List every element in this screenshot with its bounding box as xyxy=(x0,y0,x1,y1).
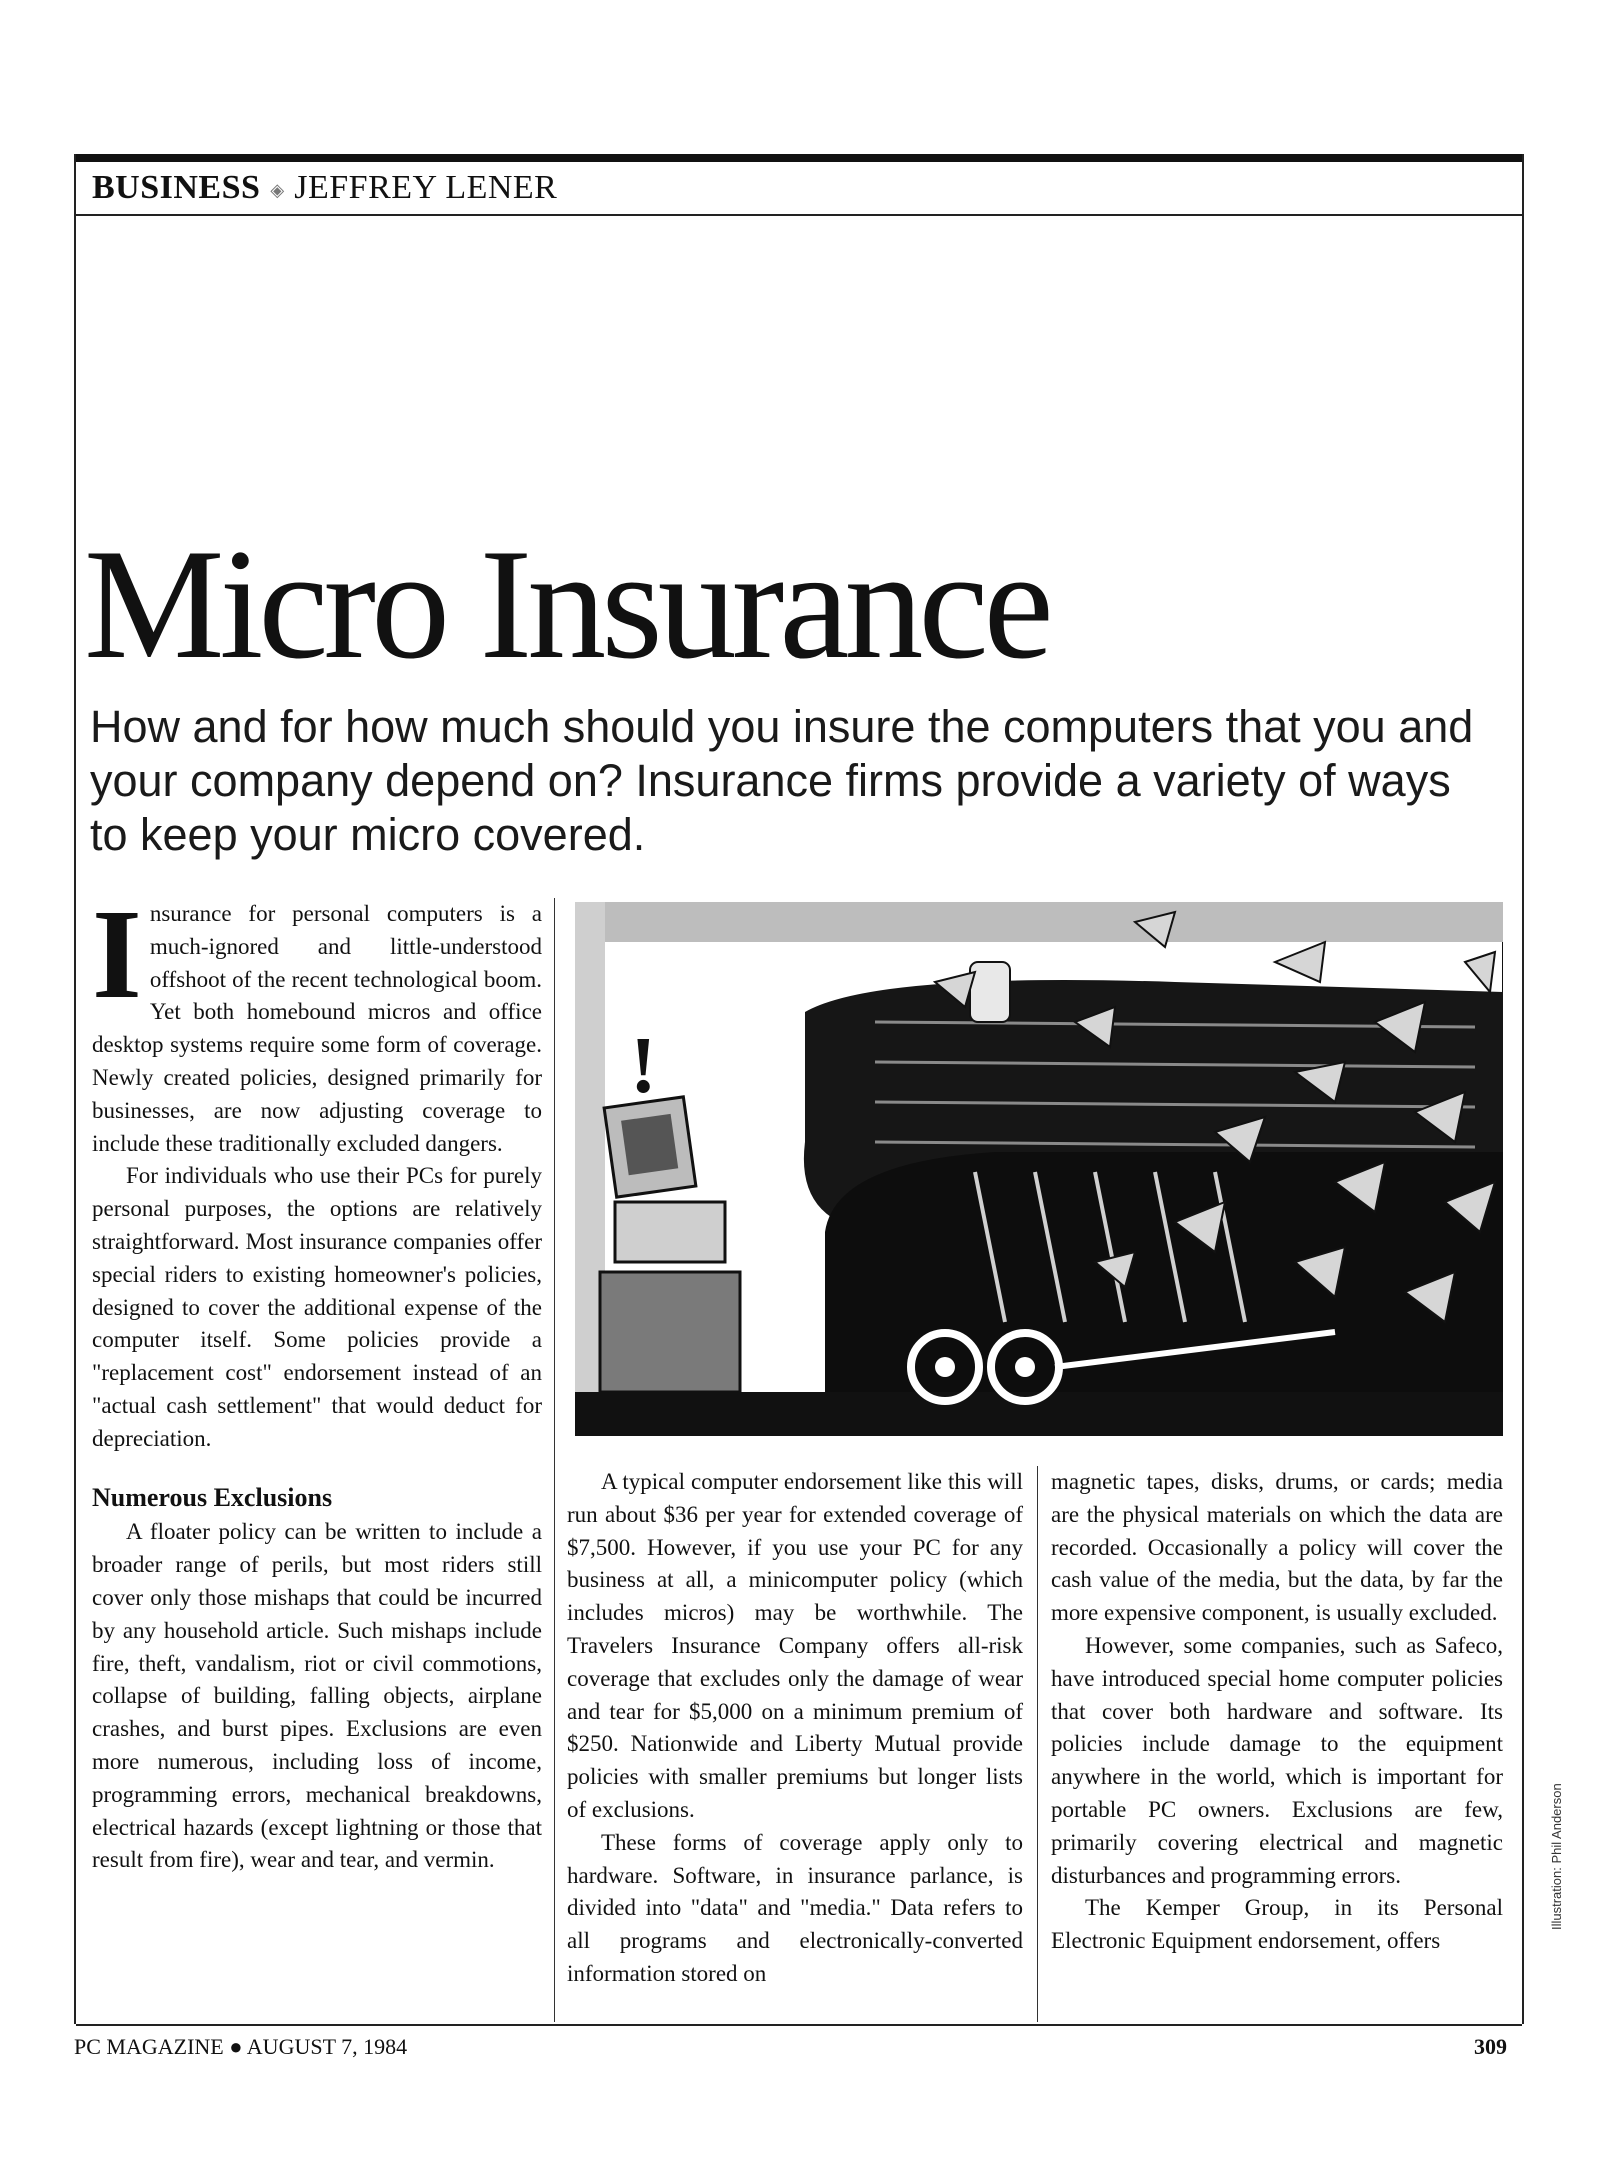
paragraph: A typical computer endorsement like this will run about $36 per year for extended coverage of $7,500. However, if you use your PC for any business at all, a minicomputer policy (which includes micros) may be worthwhile. The Travelers Insurance Company offers all-risk coverage that excludes only the damage of wear and tear for $5,000 on a minimum premium of $250. Nationwide and Liberty Mutual provide policies with smaller premiums but longer lists of exclusions. xyxy=(567,1469,1023,1822)
footer-rule xyxy=(76,2024,1522,2026)
column-3 xyxy=(1051,1466,1503,1958)
separator-icon: ◈ xyxy=(270,180,285,201)
page-number: 309 xyxy=(1474,2034,1507,2059)
computer-unit xyxy=(615,1202,725,1262)
monitor-screen xyxy=(621,1114,678,1175)
publication-line: PC MAGAZINE ● AUGUST 7, 1984 xyxy=(74,2034,408,2059)
subhead: Numerous Exclusions xyxy=(92,1482,333,1512)
column-divider xyxy=(1037,1466,1038,2022)
paragraph: The Kemper Group, in its Personal Electronic Equipment endorsement, offers xyxy=(1051,1895,1503,1954)
header-rule xyxy=(76,214,1522,216)
column-1 xyxy=(92,883,542,1877)
paragraph: For individuals who use their PCs for purely personal purposes, the options are relatively straightforward. Most insurance companies offer special riders to existing homeowner's policies, designed to cover the additional expense of the computer itself. Some policies provide a "replacement cost" endorsement instead of an "actual cash settlement" that would deduct for depreciation. xyxy=(92,1163,542,1451)
right-frame-rule xyxy=(1522,154,1524,2024)
column-divider xyxy=(554,898,555,2022)
paragraph: magnetic tapes, disks, drums, or cards; media are the physical materials on which the data are recorded. Occasionally a policy will cover the cash value of the media, but the data, by far the more expensive component, is usually excluded. xyxy=(1051,1469,1503,1626)
top-frame-rule xyxy=(74,154,1524,162)
left-frame-rule xyxy=(74,154,76,2024)
wheel-hub xyxy=(935,1357,955,1377)
author-name: JEFFREY LENER xyxy=(294,169,558,206)
wheel-hub xyxy=(1015,1357,1035,1377)
exclamation-mark: ! xyxy=(630,1022,657,1110)
computer-stand xyxy=(600,1272,740,1392)
drop-cap: I xyxy=(92,883,142,1025)
paragraph: A floater policy can be written to include a broader range of perils, but most riders still cover only those mishaps that could be incurred by any household article. Such mishaps include fire, theft, vandalism, riot or civil commotions, collapse of building, falling objects, airplane crashes, and burst pipes. Exclusions are even more numerous, including loss of income, programming errors, mechanical breakdowns, electrical hazards (except lightning or those that result from fire), wear and tear, and vermin. xyxy=(92,1519,542,1873)
paragraph xyxy=(92,883,542,1160)
running-head xyxy=(92,168,557,210)
column-2 xyxy=(567,1466,1023,1991)
paragraph: These forms of coverage apply only to hardware. Software, in insurance parlance, is divided into "data" and "media." Data refers to all programs and electronically-converted information stored on xyxy=(567,1829,1023,1986)
paragraph-text: nsurance for personal computers is a much-ignored and little-understood offshoot of the recent technological boom. Yet both homebound micros and office desktop systems require some form of coverage. Newly created policies, designed primarily for businesses, are now adjusting coverage to include these traditionally excluded dangers. xyxy=(92,901,542,1156)
article-title: Micro Insurance xyxy=(84,517,1049,692)
illustration-credit: Illustration: Phil Anderson xyxy=(1549,1783,1564,1930)
ceiling-band xyxy=(575,902,1503,942)
article-deck: How and for how much should you insure the computers that you and your company depend on? Insurance firms provide a variety of ways to keep your micro covered. xyxy=(90,701,1474,860)
section-label: BUSINESS xyxy=(92,169,261,206)
train-illustration xyxy=(575,902,1503,1436)
paragraph: However, some companies, such as Safeco, have introduced special home computer policies that cover both hardware and software. Its policies include damage to the equipment anywhere in the world, which is important for portable PC owners. Exclusions are few, primarily covering electrical and magnetic disturbances and programming errors. xyxy=(1051,1632,1503,1888)
